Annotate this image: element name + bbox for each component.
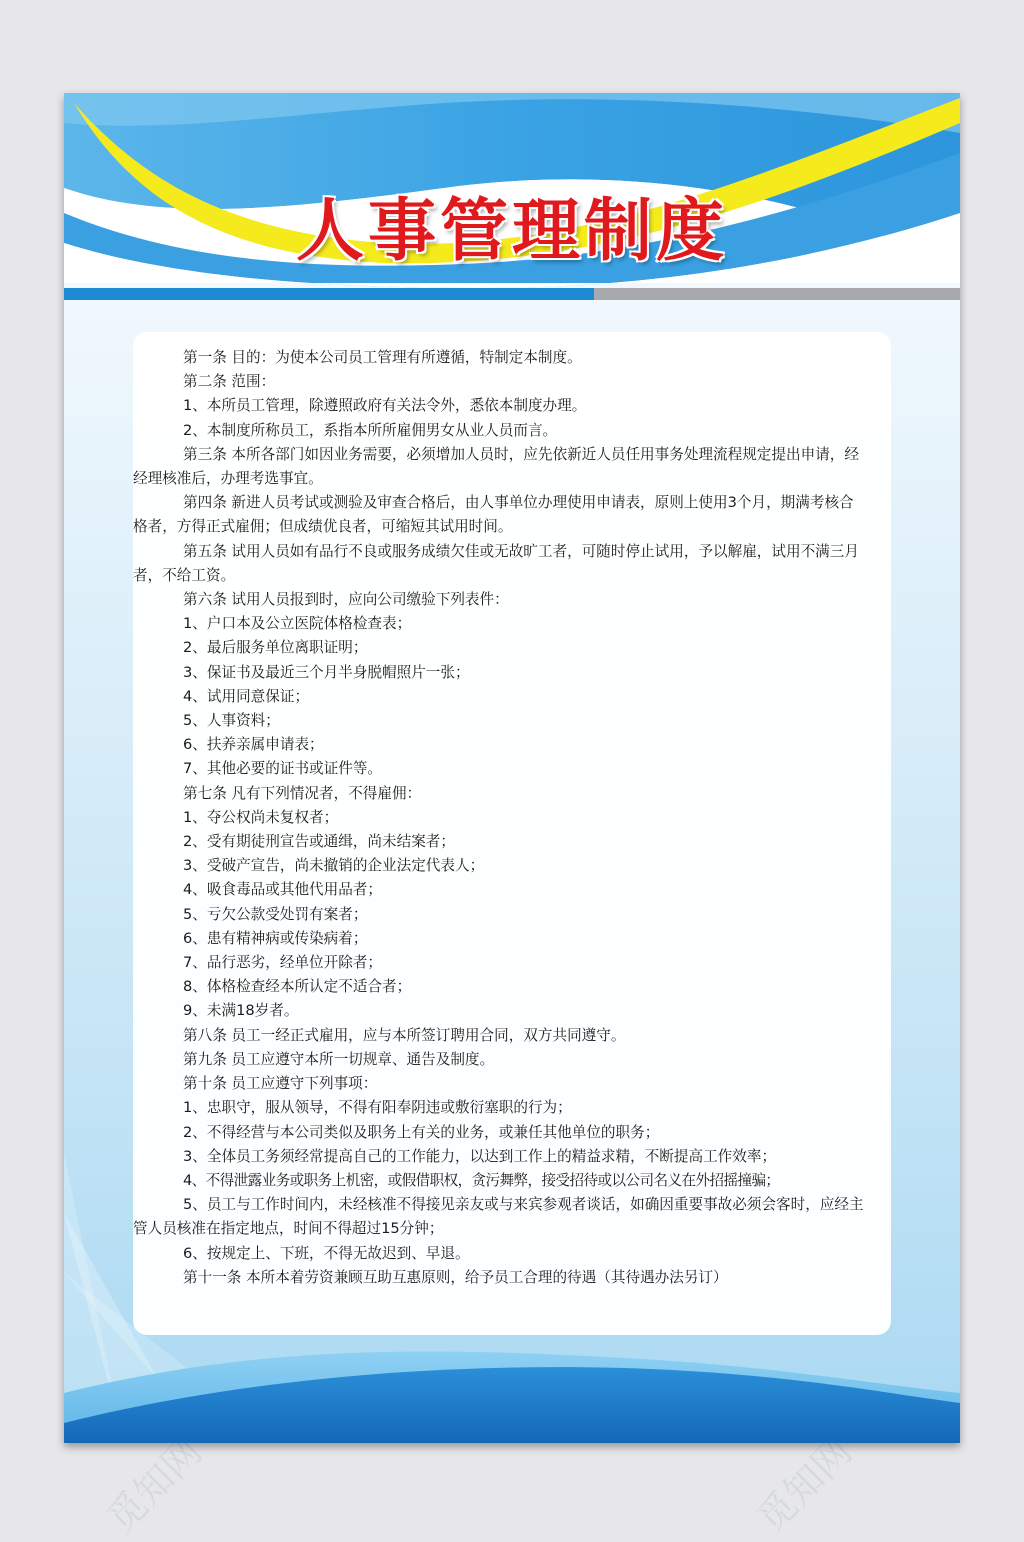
- list-item: 6、扶养亲属申请表；: [183, 736, 324, 754]
- article-4: 第四条 新进人员考试或测验及审查合格后，由人事单位办理使用申请表，原则上使用3个月，期满考核合格者，方得正式雇佣；但成绩优良者，可缩短其试用时间。: [133, 494, 854, 536]
- article-9: 第九条 员工应遵守本所一切规章、通告及制度。: [183, 1050, 495, 1068]
- list-item: 7、品行恶劣，经单位开除者；: [183, 954, 383, 972]
- list-item: 1、本所员工管理，除遵照政府有关法令外，悉依本制度办理。: [183, 397, 587, 415]
- list-item: 3、保证书及最近三个月半身脱帽照片一张；: [183, 663, 470, 681]
- list-item: 4、不得泄露业务或职务上机密，或假借职权，贪污舞弊，接受招待或以公司名义在外招摇撞骗；: [183, 1171, 780, 1189]
- list-item: 7、其他必要的证书或证件等。: [183, 760, 383, 778]
- article-11: 第十一条 本所本着劳资兼顾互助互惠原则，给予员工合理的待遇（其待遇办法另订）: [183, 1268, 728, 1286]
- list-item: 6、按规定上、下班，不得无故迟到、早退。: [183, 1244, 470, 1262]
- article-5: 第五条 试用人员如有品行不良或服务成绩欠佳或无故旷工者，可随时停止试用，予以解雇，试用不满三月者，不给工资。: [133, 542, 859, 584]
- list-item: 1、忠职守，服从领导，不得有阳奉阴违或敷衍塞职的行为；: [183, 1099, 572, 1117]
- article-8: 第八条 员工一经正式雇用，应与本所签订聘用合同，双方共同遵守。: [183, 1026, 626, 1044]
- watermark-text: 觅知网: [98, 1429, 211, 1541]
- list-item: 4、试用同意保证；: [183, 687, 310, 705]
- list-item: 5、人事资料；: [183, 712, 280, 730]
- list-item: 4、吸食毒品或其他代用品者；: [183, 881, 383, 899]
- list-item: 9、未满18岁者。: [183, 1002, 299, 1020]
- list-item: 2、本制度所称员工，系指本所所雇佣男女从业人员而言。: [183, 421, 558, 439]
- article-10: 第十条 员工应遵守下列事项：: [183, 1075, 378, 1093]
- list-item: 1、户口本及公立医院体格检查表；: [183, 615, 412, 633]
- divider-grey: [594, 288, 960, 300]
- regulations-panel: [133, 332, 891, 1335]
- poster: [64, 93, 960, 1443]
- article-6: 第六条 试用人员报到时，应向公司缴验下列表件：: [183, 591, 509, 609]
- watermark-text: 觅知网: [748, 1429, 861, 1541]
- list-item: 5、亏欠公款受处罚有案者；: [183, 905, 368, 923]
- page-title: 人事管理制度: [295, 191, 728, 271]
- article-2: 第二条 范围：: [183, 373, 276, 391]
- list-item: 2、不得经营与本公司类似及职务上有关的业务，或兼任其他单位的职务；: [183, 1123, 660, 1141]
- list-item: 2、最后服务单位离职证明；: [183, 639, 368, 657]
- list-item: 8、体格检查经本所认定不适合者；: [183, 978, 412, 996]
- article-1: 第一条 目的：为使本公司员工管理有所遵循，特制定本制度。: [183, 349, 582, 366]
- list-item: 2、受有期徒刑宣告或通缉，尚未结案者；: [183, 833, 455, 851]
- list-item: 5、员工与工作时间内，未经核准不得接见亲友或与来宾参观者谈话，如确因重要事故必须会客时，应经主管人员核准在指定地点，时间不得超过15分钟；: [133, 1196, 864, 1238]
- list-item: 1、夺公权尚未复权者；: [183, 808, 339, 826]
- divider-blue: [64, 288, 594, 300]
- list-item: 3、全体员工务须经常提高自己的工作能力，以达到工作上的精益求精，不断提高工作效率；: [183, 1147, 777, 1165]
- article-3: 第三条 本所各部门如因业务需要，必须增加人员时，应先依新近人员任用事务处理流程规定提出申请，经经理核准后，办理考选事宜。: [133, 445, 859, 488]
- article-7: 第七条 凡有下列情况者，不得雇佣：: [183, 784, 422, 802]
- list-item: 3、受破产宣告，尚未撤销的企业法定代表人；: [183, 857, 485, 875]
- list-item: 6、患有精神病或传染病着；: [183, 929, 368, 947]
